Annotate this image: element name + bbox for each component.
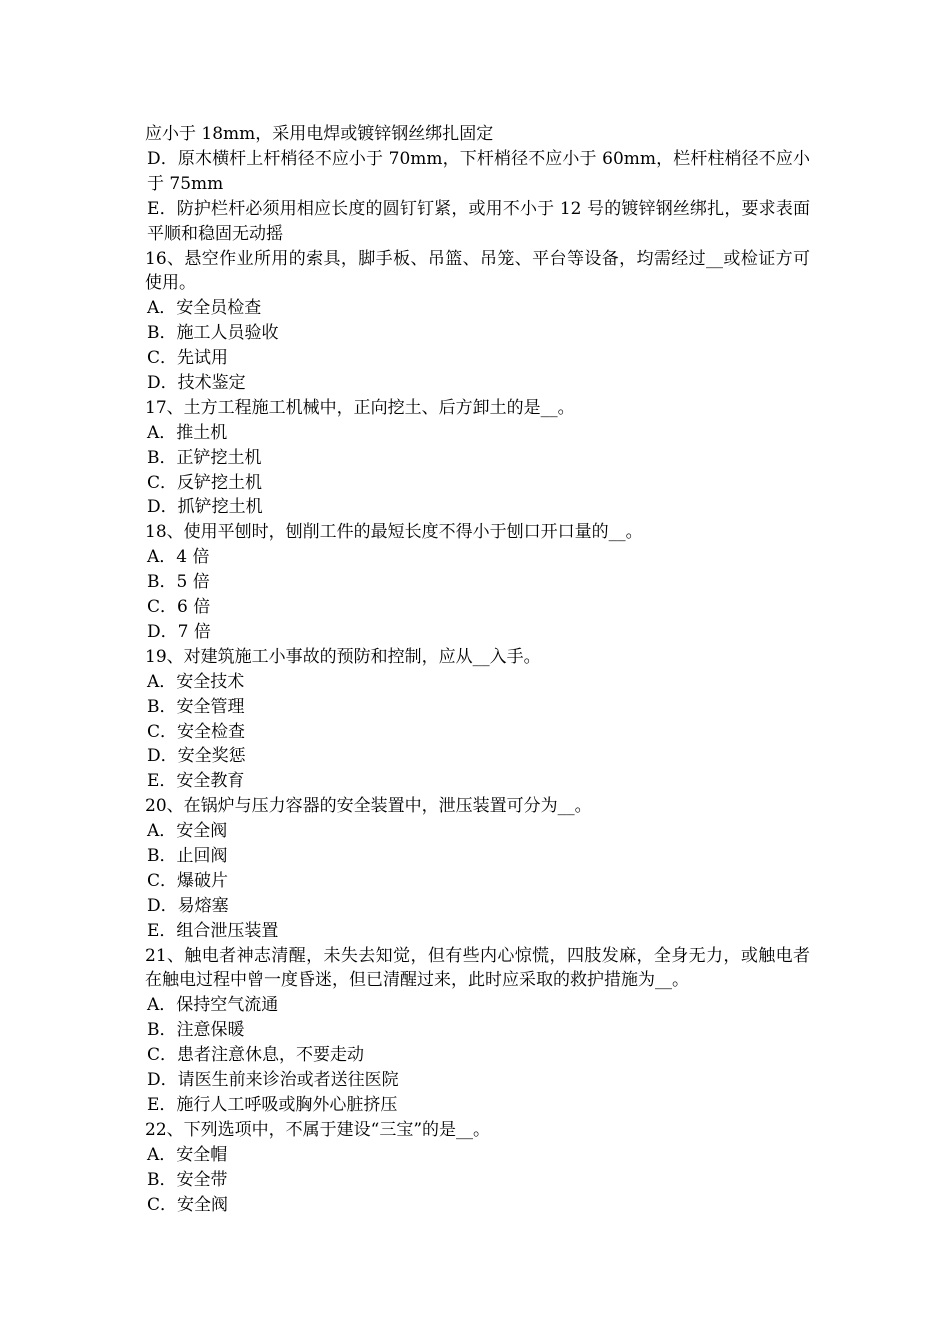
option: D．技术鉴定 [147,373,246,394]
option: B．止回阀 [147,846,228,866]
option: D．7 倍 [147,621,211,642]
question-stem: 20、在锅炉与压力容器的安全装置中，泄压装置可分为__。 [145,796,592,817]
option: C．爆破片 [147,870,229,891]
option: D．安全奖惩 [147,746,246,767]
document-page [145,122,810,1217]
question-stem: 16、悬空作业所用的索具，脚手板、吊篮、吊笼、平台等设备，均需经过__或检证方可使用。 [145,248,810,294]
question-21 [145,944,810,1118]
carryover-line: 应小于 18mm，采用电焊或镀锌钢丝绑扎固定 [145,124,494,144]
option: B．注意保暖 [147,1020,245,1041]
option: C．安全阀 [147,1194,229,1215]
option: D．易熔塞 [147,895,229,916]
option: D．抓铲挖土机 [147,497,263,518]
option: A．安全员检查 [147,298,262,319]
option: A．推土机 [147,422,228,443]
option: A．4 倍 [147,547,210,568]
option: B．正铲挖土机 [147,447,262,468]
option: A．安全帽 [147,1144,228,1165]
question-stem: 19、对建筑施工小事故的预防和控制，应从__入手。 [145,646,541,667]
question-19 [145,645,810,794]
option: E．安全教育 [147,771,245,792]
option: C．先试用 [147,348,229,369]
question-18 [145,520,810,644]
option: A．安全技术 [147,671,245,692]
question-20 [145,794,810,943]
option: B．安全管理 [147,696,245,717]
carryover-option-d: D．原木横杆上杆梢径不应小于 70mm，下杆梢径不应小于 60mm，栏杆柱梢径不应小于 75mm [147,148,810,194]
question-22 [145,1118,810,1218]
option: A．安全阀 [147,821,228,842]
option: B．施工人员验收 [147,323,279,344]
question-stem: 21、触电者神志清醒，未失去知觉，但有些内心惊慌，四肢发麻，全身无力，或触电者在触电过程中曾一度昏迷，但已清醒过来，此时应采取的救护措施为__。 [145,945,810,991]
question-stem: 17、土方工程施工机械中，正向挖土、后方卸土的是__。 [145,397,575,418]
option: B．安全带 [147,1169,228,1190]
question-stem: 18、使用平刨时，刨削工件的最短长度不得小于刨口开口量的__。 [145,522,643,543]
option: C．患者注意休息，不要走动 [147,1045,365,1066]
question-16 [145,247,810,396]
option: A．保持空气流通 [147,995,279,1016]
option: C．6 倍 [147,597,211,618]
option: D．请医生前来诊治或者送往医院 [147,1070,399,1091]
question-stem: 22、下列选项中，不属于建设“三宝”的是__。 [145,1119,491,1140]
option: C．安全检查 [147,721,246,742]
carryover-option-e: E．防护栏杆必须用相应长度的圆钉钉紧，或用不小于 12 号的镀锌钢丝绑扎，要求表面平顺和稳固无动摇 [147,198,810,244]
question-17 [145,396,810,520]
option: E．组合泄压装置 [147,920,279,941]
option: C．反铲挖土机 [147,472,263,493]
option: E．施行人工呼吸或胸外心脏挤压 [147,1094,398,1115]
option: B．5 倍 [147,572,210,593]
